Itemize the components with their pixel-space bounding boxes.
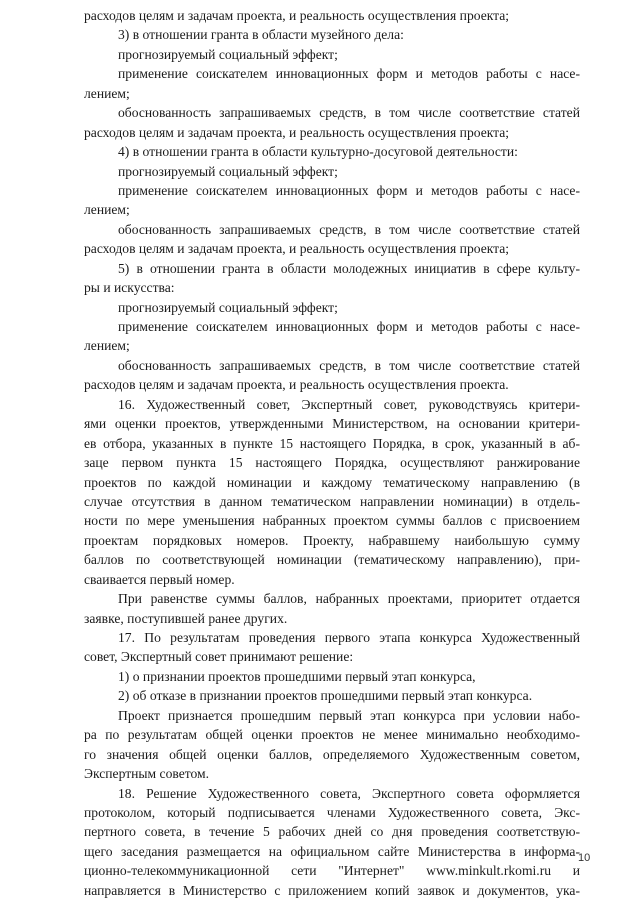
text-line: совет, Экспертный совет принимают решение: — [84, 649, 354, 665]
text-line: обоснованность запрашиваемых средств, в том числе соответствие статей — [118, 357, 580, 373]
text-line: применение соискателем инновационных форм и методов работы с насе- — [118, 319, 580, 334]
text-line: ра по результатам общей оценки проектов не менее минимально необходимо- — [84, 727, 580, 743]
text-line: 16. Художественный совет, Экспертный совет, руководствуясь критери- — [118, 396, 580, 412]
document-page — [84, 6, 580, 900]
text-line: пертного совета, в течение 5 рабочих дней со дня проведения соответствую- — [84, 824, 580, 840]
text-line: случае отсутствия в данном тематическом направлении номинации) в отдель- — [84, 493, 580, 509]
text-line: проектов по каждой номинации и каждому тематическому направлению (в — [84, 474, 580, 490]
text-line: лением; — [84, 202, 130, 218]
text-line: Проект признается прошедшим первый этап конкурса при условии набо- — [118, 707, 580, 723]
text-line: ями оценки проектов, утвержденными Министерством, на основании критери- — [84, 416, 580, 432]
text-line: го значения общей оценки баллов, определяемого Художественным советом, — [84, 746, 580, 762]
text-line: обоснованность запрашиваемых средств, в том числе соответствие статей — [118, 221, 580, 237]
text-line: прогнозируемый социальный эффект; — [118, 46, 338, 62]
text-line: 5) в отношении гранта в области молодежных инициатив в сфере культу- — [118, 260, 580, 276]
text-line: расходов целям и задачам проекта, и реальность осуществления проекта; — [84, 8, 510, 23]
text-line: расходов целям и задачам проекта, и реальность осуществления проекта; — [84, 124, 510, 140]
text-line: проектам порядковых номеров. Проекту, набравшему наибольшую сумму — [84, 532, 580, 548]
text-line: щего заседания размещается на официальном сайте Министерства в информа- — [84, 843, 580, 859]
text-line: ев отбора, указанных в пункте 15 настоящего Порядка, в срок, указанный в аб- — [84, 435, 580, 451]
text-line: обоснованность запрашиваемых средств, в том числе соответствие статей — [118, 105, 580, 121]
text-line: 18. Решение Художественного совета, Экспертного совета оформляется — [118, 785, 580, 801]
text-line: Экспертным советом. — [84, 766, 210, 782]
text-line: ности по мере уменьшения набранных проектом суммы баллов с присвоением — [84, 513, 580, 529]
text-line: ционно-телекоммуникационной сети "Интернет" www.minkult.rkomi.ru и — [84, 863, 580, 879]
text-line: прогнозируемый социальный эффект; — [118, 299, 338, 315]
text-line: ры и искусства: — [84, 280, 175, 296]
text-line: лением; — [84, 338, 130, 354]
text-line: применение соискателем инновационных форм и методов работы с насе- — [118, 182, 580, 198]
text-line: 4) в отношении гранта в области культурно-досуговой деятельности: — [118, 144, 518, 160]
text-line: расходов целям и задачам проекта, и реальность осуществления проекта. — [84, 377, 509, 393]
text-line: расходов целям и задачам проекта, и реальность осуществления проекта; — [84, 241, 510, 257]
text-line: протоколом, который подписывается членами Художественного совета, Экс- — [84, 804, 580, 820]
text-line: применение соискателем инновационных форм и методов работы с насе- — [118, 66, 580, 82]
text-line: заце первом пункта 15 настоящего Порядка, осуществляют ранжирование — [84, 455, 580, 471]
text-line: При равенстве суммы баллов, набранных проектами, приоритет отдается — [118, 591, 580, 607]
page-number: 10 — [578, 852, 591, 864]
text-line: направляется в Министерство с приложением копий заявок и документов, ука- — [84, 882, 580, 898]
text-line: 1) о признании проектов прошедшими первый этап конкурса, — [118, 668, 476, 684]
text-line: лением; — [84, 85, 130, 101]
text-line: заявке, поступившей ранее других. — [84, 610, 288, 626]
text-line: сваивается первый номер. — [84, 571, 235, 587]
text-line: баллов по соответствующей номинации (тематическому направлению), при- — [84, 552, 580, 568]
text-line: 3) в отношении гранта в области музейного дела: — [118, 27, 404, 43]
text-line: 2) об отказе в признании проектов прошедшими первый этап конкурса. — [118, 688, 533, 704]
text-line: 17. По результатам проведения первого этапа конкурса Художественный — [118, 630, 580, 645]
text-line: прогнозируемый социальный эффект; — [118, 163, 338, 179]
